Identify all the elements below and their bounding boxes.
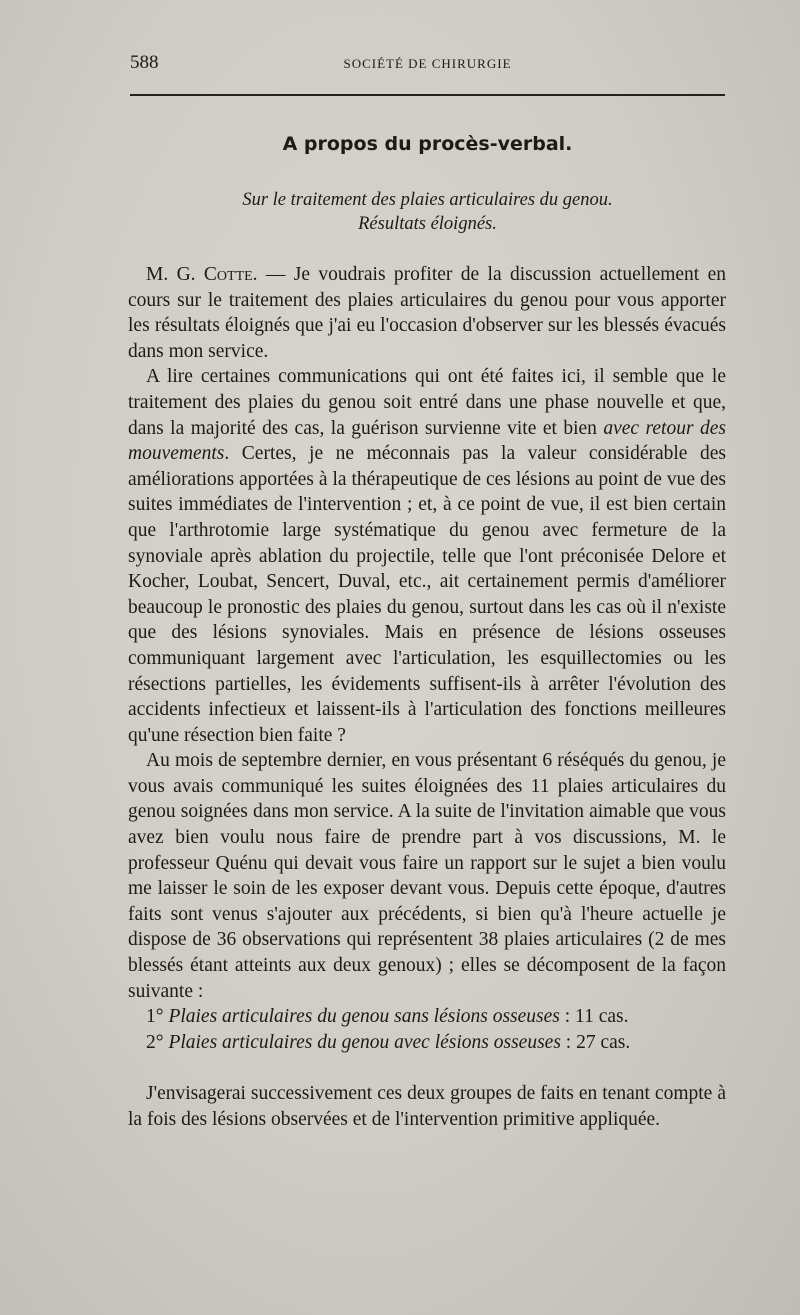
section-subtitle bbox=[130, 188, 725, 236]
spacer bbox=[128, 1055, 726, 1081]
paragraph-1 bbox=[128, 262, 726, 364]
list-item-value: : 27 cas. bbox=[560, 1031, 631, 1053]
subtitle-line-1: Sur le traitement des plaies articulaires du genou. bbox=[242, 190, 613, 210]
article-body bbox=[128, 262, 726, 1133]
paragraph-2-text-b: . Certes, je ne méconnais pas la valeur considérable des améliorations apportées à la thérapeutique de ces lésions au point de vue des suites immédiates de l'intervention ; et, à ce point de vue, il est bien certain que l'arthrotomie large systématique du genou avec fermeture de la synoviale après ablation du projectile, telle que l'ont préconisée Delore et Kocher, Loubat, Sencert, Duval, etc., ait certainement permis d'améliorer beaucoup le pronostic des plaies du genou, surtout dans les cas où il n'existe que des lésions synoviales. Mais en présence de lésions osseuses communiquant largement avec l'articulation, les esquillectomies ou les résections partielles, les évidements suffisent-ils à arrêter l'évolution des accidents infectieux et laissent-ils à l'articulation des fonctions meilleures qu'une résection bien faite ? bbox=[128, 443, 726, 746]
running-head: SOCIÉTÉ DE CHIRURGIE bbox=[343, 56, 512, 71]
paragraph-2 bbox=[128, 364, 726, 748]
paragraph-2-text-a: A lire certaines communications qui ont été faites ici, il semble que le traitement des plaies du genou soit entré dans une phase nouvelle et que, dans la majorité des cas, la guérison survienne vite et bien bbox=[128, 366, 726, 439]
paragraph-2-italic: avec retour des mouvements bbox=[128, 417, 726, 465]
paragraph-1-text: — Je voudrais profiter de la discussion actuellement en cours sur le traitement des plaies articulaires du genou pour vous apporter les résultats éloignés que j'ai eu l'occasion d'observer sur les blessés évacués dans mon service. bbox=[128, 264, 726, 362]
author-name: M. G. Cotte. bbox=[146, 264, 258, 285]
list-item bbox=[128, 1030, 726, 1056]
page-header bbox=[130, 52, 725, 78]
list-item-number: 1° bbox=[146, 1006, 164, 1028]
paragraph-4-text: J'envisagerai successivement ces deux groupes de faits en tenant compte à la fois des lésions observées et de l'intervention primitive appliquée. bbox=[128, 1083, 726, 1130]
paragraph-4 bbox=[128, 1081, 726, 1132]
section-title: A propos du procès-verbal. bbox=[282, 133, 573, 155]
list-item-label: Plaies articulaires du genou sans lésions osseuses bbox=[168, 1006, 560, 1028]
header-rule bbox=[130, 94, 725, 96]
page-number: 588 bbox=[130, 52, 159, 73]
paragraph-3-text: Au mois de septembre dernier, en vous présentant 6 réséqués du genou, je vous avais communiqué les suites éloignées des 11 plaies articulaires du genou soignées dans mon service. A la suite de l'invitation aimable que vous avez bien voulu nous faire de prendre part à vos discussions, M. le professeur Quénu qui devait vous faire un rapport sur le sujet a bien voulu me laisser le soin de les exposer devant vous. Depuis cette époque, d'autres faits sont venus s'ajouter aux précédents, si bien qu'à l'heure actuelle je dispose de 36 observations qui représentent 38 plaies articulaires (2 de mes blessés étant atteints aux deux genoux) ; elles se décomposent de la façon suivante : bbox=[128, 750, 726, 1002]
list-item-number: 2° bbox=[146, 1031, 164, 1053]
list-item bbox=[128, 1004, 726, 1030]
subtitle-line-2: Résultats éloignés. bbox=[358, 214, 497, 234]
paragraph-3 bbox=[128, 748, 726, 1004]
list-item-value: : 11 cas. bbox=[559, 1006, 629, 1028]
list-item-label: Plaies articulaires du genou avec lésions osseuses bbox=[168, 1031, 561, 1053]
case-list bbox=[128, 1004, 726, 1055]
